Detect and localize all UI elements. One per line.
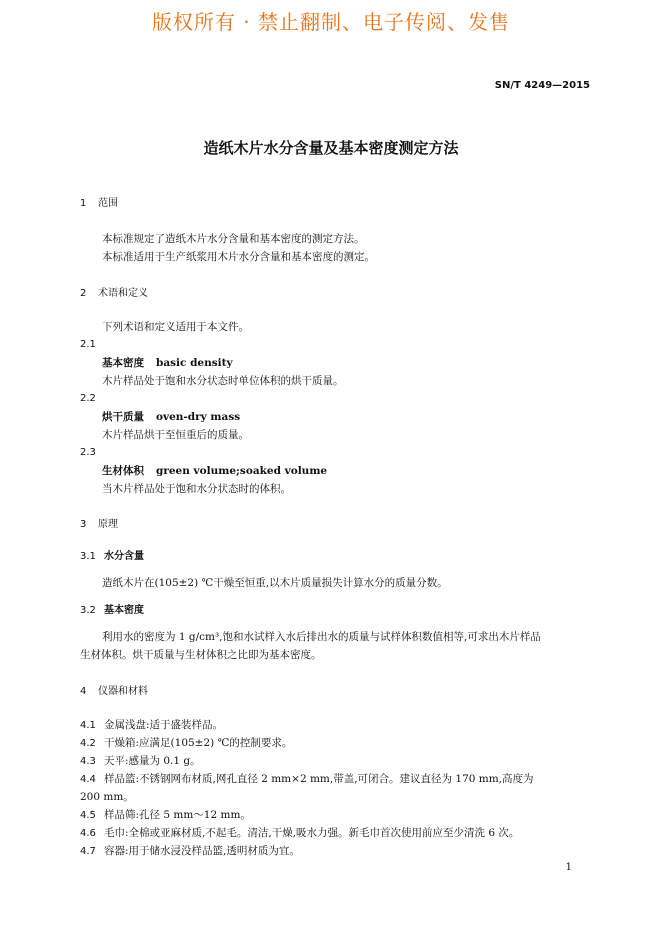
term-heading (102, 410, 240, 424)
item-text: 毛巾:全棉或亚麻材质,不起毛。清洁,干燥,吸水力强。新毛巾首次使用前应至少清洗 6 次。 (104, 827, 520, 839)
list-item-continuation: 200 mm。 (80, 791, 134, 803)
term-definition: 当木片样品处于饱和水分状态时的体积。 (102, 483, 291, 495)
term-en: oven-dry mass (156, 411, 241, 423)
section-title: 原理 (98, 519, 118, 530)
paragraph-continuation: 生材体积。烘干质量与生材体积之比即为基本密度。 (80, 649, 322, 661)
item-text: 干燥箱:应满足(105±2) ℃的控制要求。 (104, 737, 293, 749)
term-definition: 木片样品烘干至恒重后的质量。 (102, 429, 249, 441)
subsection-3-1-heading (80, 550, 144, 564)
paragraph: 造纸木片在(105±2) ℃干燥至恒重,以木片质量损失计算水分的质量分数。 (102, 577, 448, 589)
item-number: 4.4 (80, 774, 96, 785)
section-4-heading (80, 685, 148, 699)
page-number: 1 (565, 862, 572, 873)
item-text: 金属浅盘:适于盛装样品。 (104, 719, 224, 731)
section-number: 4 (80, 686, 87, 697)
term-number: 2.1 (80, 339, 96, 350)
watermark: 版权所有 · 禁止翻制、电子传阅、发售 (151, 10, 511, 34)
item-text: 天平:感量为 0.1 g。 (104, 755, 201, 767)
item-number: 4.3 (80, 756, 96, 767)
section-number: 1 (80, 198, 87, 209)
section-3-heading (80, 518, 118, 532)
term-number: 2.3 (80, 447, 96, 458)
item-number: 4.7 (80, 846, 96, 857)
term-heading (102, 356, 233, 370)
item-number: 4.5 (80, 810, 96, 821)
section-title: 术语和定义 (98, 288, 148, 299)
subsection-title: 基本密度 (104, 605, 144, 616)
list-item (80, 844, 300, 859)
section-title: 仪器和材料 (98, 686, 148, 697)
list-item (80, 754, 201, 769)
section-1-heading (80, 197, 118, 211)
list-item (80, 736, 292, 751)
subsection-number: 3.2 (80, 605, 96, 616)
subsection-title: 水分含量 (104, 551, 144, 562)
subsection-3-2-heading (80, 604, 144, 618)
item-number: 4.2 (80, 738, 96, 749)
section-number: 3 (80, 519, 87, 530)
term-en: basic density (156, 357, 233, 369)
section-number: 2 (80, 288, 87, 299)
section-2-heading (80, 287, 148, 301)
item-number: 4.1 (80, 720, 96, 731)
term-en: green volume;soaked volume (156, 465, 328, 477)
item-number: 4.6 (80, 828, 96, 839)
term-zh: 基本密度 (102, 357, 144, 369)
list-item (80, 718, 223, 733)
document-number: SN/T 4249—2015 (494, 80, 590, 91)
term-heading (102, 464, 327, 478)
subsection-number: 3.1 (80, 551, 96, 562)
term-definition: 木片样品处于饱和水分状态时单位体积的烘干质量。 (102, 375, 344, 387)
list-item (80, 808, 251, 823)
paragraph: 下列术语和定义适用于本文件。 (102, 321, 249, 333)
term-number: 2.2 (80, 393, 96, 404)
paragraph: 利用水的密度为 1 g/cm³,饱和水试样入水后排出水的质量与试样体积数值相等,可求出木片样品 (102, 631, 541, 643)
item-text: 样品篮:不锈钢网布材质,网孔直径 2 mm×2 mm,带盖,可闭合。建议直径为 170 mm,高度为 (104, 773, 534, 785)
term-zh: 生材体积 (102, 465, 144, 477)
list-item (80, 826, 519, 841)
term-zh: 烘干质量 (102, 411, 144, 423)
list-item (80, 772, 534, 787)
item-text: 样品筛:孔径 5 mm～12 mm。 (104, 809, 251, 821)
section-title: 范围 (98, 198, 118, 209)
paragraph: 本标准规定了造纸木片水分含量和基本密度的测定方法。 (102, 233, 365, 245)
paragraph: 本标准适用于生产纸浆用木片水分含量和基本密度的测定。 (102, 251, 375, 263)
document-title: 造纸木片水分含量及基本密度测定方法 (203, 139, 459, 157)
item-text: 容器:用于储水浸没样品篮,透明材质为宜。 (104, 845, 300, 857)
